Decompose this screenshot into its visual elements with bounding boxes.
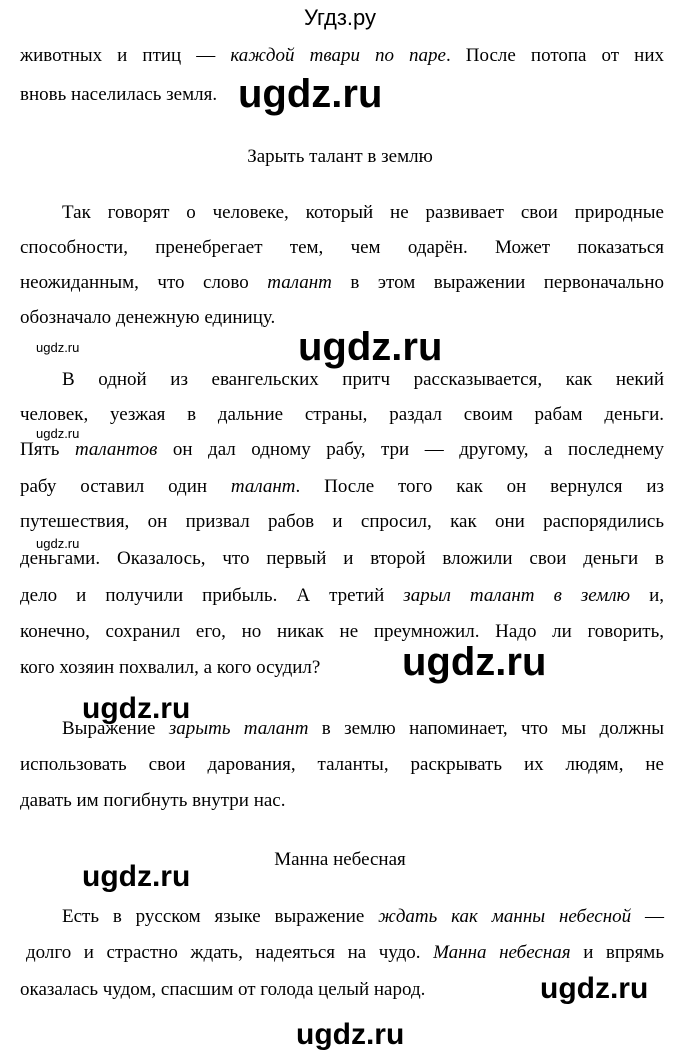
watermark: ugdz.ru bbox=[82, 692, 191, 725]
text-line: обозначало денежную единицу. bbox=[20, 307, 276, 328]
text-line: оказалась чудом, спасшим от голода целый народ. bbox=[20, 979, 426, 1000]
text-line: конечно, сохранил его, но никак не преумножил. Надо ли говорить, bbox=[20, 621, 664, 642]
text-line: человек, уезжая в дальние страны, раздал своим рабам деньги. bbox=[20, 404, 664, 425]
text-line: неожиданным, что слово талант в этом выражении первоначально bbox=[20, 272, 665, 293]
text-line: рабу оставил один талант. После того как он вернулся из bbox=[20, 476, 664, 497]
watermark: ugdz.ru bbox=[296, 1018, 405, 1051]
text-line: способности, пренебрегает тем, чем одарён. Может показаться bbox=[20, 237, 664, 258]
text-line: Так говорят о человеке, который не развивает свои природные bbox=[62, 202, 664, 223]
watermark: ugdz.ru bbox=[238, 72, 383, 116]
text-line: дело и получили прибыль. А третий зарыл талант в землю и, bbox=[20, 585, 665, 606]
watermark: ugdz.ru bbox=[540, 972, 649, 1005]
text-line: Есть в русском языке выражение ждать как манны небесной — bbox=[62, 906, 664, 927]
text-line: кого хозяин похвалил, а кого осудил? bbox=[20, 657, 321, 678]
watermark: ugdz.ru bbox=[298, 325, 443, 369]
section-title: Манна небесная bbox=[274, 849, 406, 870]
watermark: ugdz.ru bbox=[36, 536, 80, 551]
text-line: Пять талантов он дал одному рабу, три — другому, а последнему bbox=[20, 439, 664, 460]
watermark: ugdz.ru bbox=[36, 426, 80, 441]
site-header: Угдз.ру bbox=[303, 5, 377, 30]
text-line: путешествия, он призвал рабов и спросил, как они распорядились bbox=[20, 511, 664, 532]
watermark: ugdz.ru bbox=[82, 860, 191, 893]
text-line: использовать свои дарования, таланты, раскрывать их людям, не bbox=[20, 754, 664, 775]
text-line: Выражение зарыть талант в землю напоминает, что мы должны bbox=[62, 718, 665, 739]
text-line: давать им погибнуть внутри нас. bbox=[20, 790, 286, 811]
watermark: ugdz.ru bbox=[36, 340, 80, 355]
text-line: деньгами. Оказалось, что первый и второй вложили свои деньги в bbox=[20, 548, 664, 569]
watermark: ugdz.ru bbox=[402, 640, 547, 684]
text-line: долго и страстно ждать, надеяться на чудо. Манна небесная и впрямь bbox=[26, 942, 664, 963]
text-line: животных и птиц — каждой твари по паре. После потопа от них bbox=[20, 45, 664, 66]
text-line: вновь населилась земля. bbox=[20, 84, 218, 105]
text-line: В одной из евангельских притч рассказывается, как некий bbox=[62, 369, 664, 390]
section-title: Зарыть талант в землю bbox=[247, 146, 433, 167]
